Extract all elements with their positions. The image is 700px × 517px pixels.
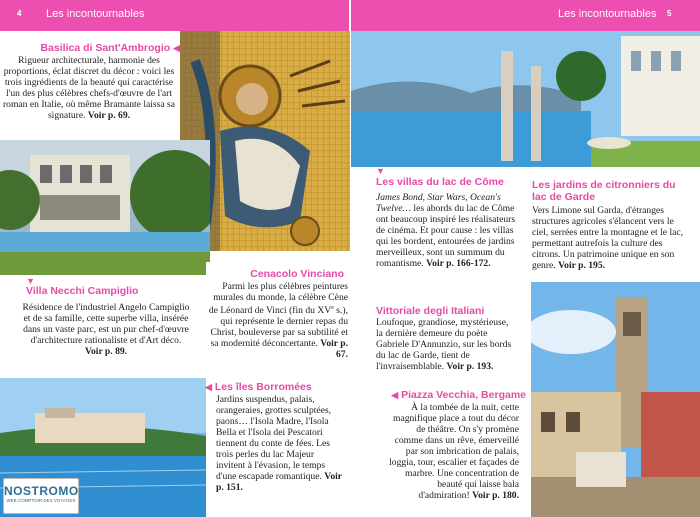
right-page-number: 5: [667, 9, 672, 18]
bergamo-photo: [531, 282, 700, 517]
villa-necchi-text: Résidence de l'industriel Angelo Campiglio et de sa famille, cette superbe villa, insérée dans un vaste parc, est un pur chef-d'œuvre d'architecture rationaliste et d'Art déco. Voir p. 89.: [22, 302, 190, 357]
triangle-down-icon: ▼: [376, 166, 385, 176]
cenacolo-text: Parmi les plus célèbres peintures murales du monde, la célèbre Cène de Léonard de Vinci (fin du XVe s.), qui représente le dernier repas du Christ, bouleverse par sa subtilité et sa modernité déconcertante. Voir p. 67.: [208, 281, 348, 361]
villa-necchi-title: ▼ Villa Necchi Campiglio: [8, 277, 188, 297]
sant-ambrogio-text: Rigueur architecturale, harmonie des proportions, éclat discret du décor : voici les trois ingrédients de la beauté qui caractérise l'un des plus célèbres chefs-d'œuvre de l'art roman en Italie, où même Bramante laissa sa signature. Voir p. 69.: [2, 55, 176, 121]
vittoriale-title: Vittoriale degli Italiani: [376, 305, 485, 317]
triangle-left-icon: ◀: [205, 382, 212, 392]
villas-come-title: ▼ Les villas du lac de Côme: [376, 167, 526, 188]
vittoriale-text: Loufoque, grandiose, mystérieuse, la dernière demeure du poète Gabriele D'Annunzio, sur les bords du lac de Garde, tient de l'invraisemblable. Voir p. 193.: [376, 317, 512, 372]
borromees-title: ◀ Les îles Borromées: [205, 381, 312, 393]
villa-necchi-photo: [0, 140, 210, 275]
sant-ambrogio-title: Basilica di Sant'Ambrogio ◀: [40, 42, 180, 54]
vecchia-text: À la tombée de la nuit, cette magnifique place a tout du décor de théâtre. On s'y promène comme dans un rêve, émerveillé par son imbrication de palais, loggia, tour, escalier et façades de marbre. Une concentration de beauté qui laisse bala d'admiration! Voir p. 180.: [389, 402, 519, 501]
cenacolo-title: Cenacolo Vinciano: [250, 268, 344, 280]
right-header-band: [351, 0, 700, 31]
borromees-text: Jardins suspendus, palais, orangeraies, grottes sculptées, paons… l'Isola Madre, l'Isola Bella et l'Isola dei Pescatori tiennent du conte de fées. Les trois perles du lac Majeur invitent à l'évasion, le temps d'une escapade romantique. Voir p. 151.: [216, 394, 342, 493]
citronniers-title: Les jardins de citronniers du lac de Garde: [532, 179, 676, 203]
villas-come-text: James Bond, Star Wars, Ocean's Twelve… les abords du lac de Côme ont beaucoup inspiré les réalisateurs de cinéma. Et pour cause : les villas qui les bordent, entourées de jardins merveilleux, sont un summum du romantisme. Voir p. 166-172.: [376, 192, 516, 269]
vecchia-title: ◀ Piazza Vecchia, Bergame: [391, 389, 526, 401]
triangle-left-icon: ◀: [173, 43, 180, 53]
lake-como-photo: [351, 31, 700, 167]
nostromo-logo: NOSTROMO WEB COMPTOIR DES VOYAGES: [3, 478, 79, 514]
right-running-title: Les incontournables: [558, 8, 657, 20]
left-page-number: 4: [17, 9, 22, 18]
triangle-down-icon: ▼: [26, 276, 35, 286]
left-running-title: Les incontournables: [46, 8, 145, 20]
triangle-left-icon: ◀: [391, 390, 399, 400]
citronniers-text: Vers Limone sul Garda, d'étranges structures agricoles s'élancent vers le ciel, serrées entre la montagne et le lac, permettant autrefois la culture des citrons. Un patrimoine unique en son genre. Voir p. 195.: [532, 205, 684, 271]
left-header-band: [0, 0, 349, 31]
